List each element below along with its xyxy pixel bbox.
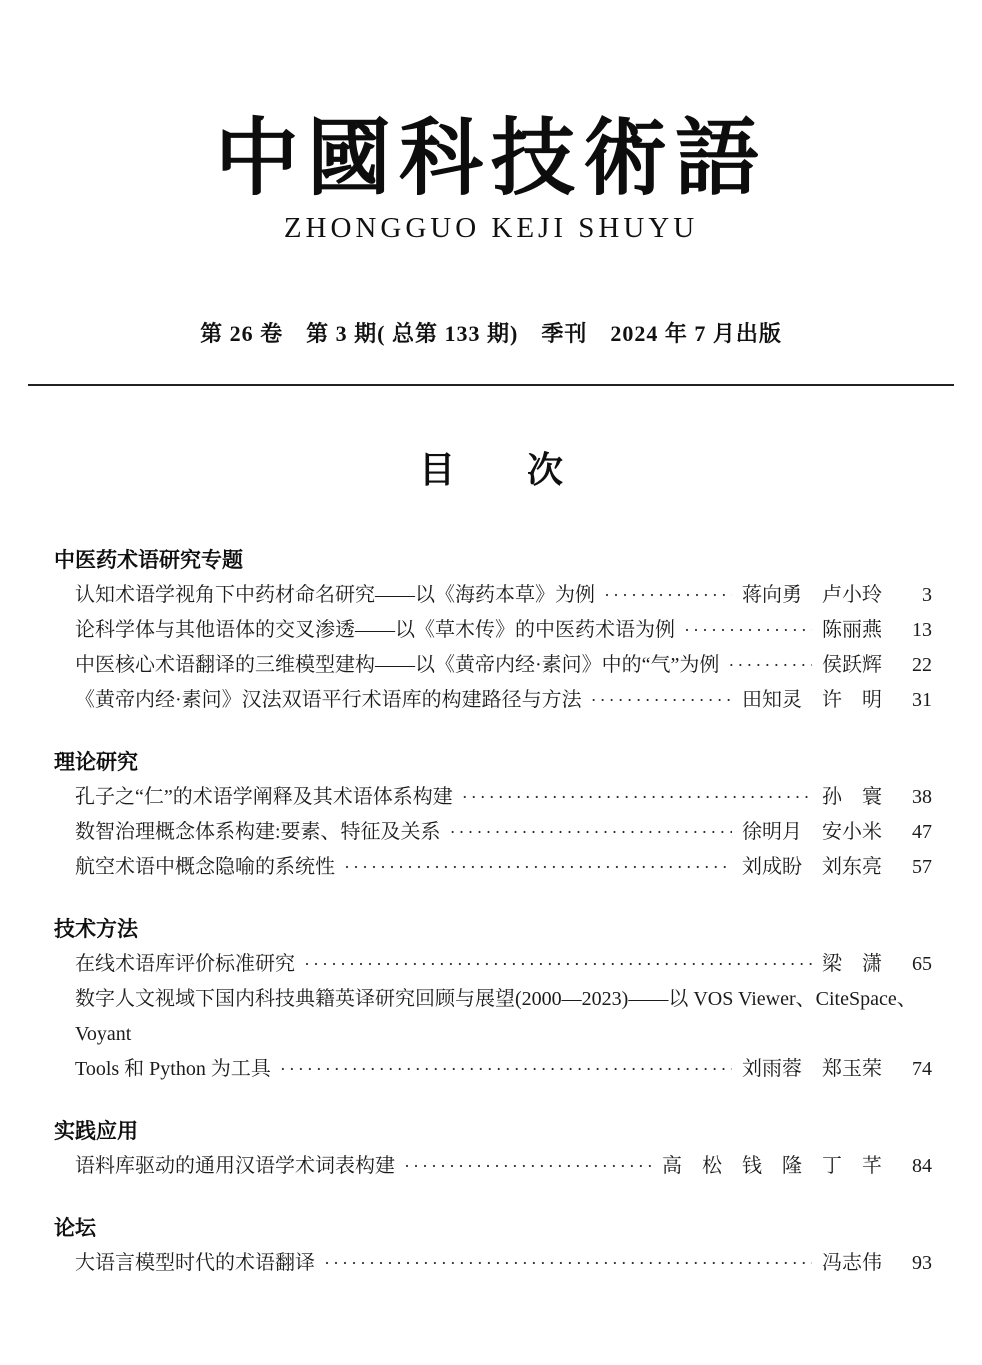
toc-section-technical-methods [54, 912, 932, 1087]
toc-entry [54, 780, 932, 815]
toc-section-theory [54, 745, 932, 885]
article-title: 中医核心术语翻译的三维模型建构——以《黄帝内经·素问》中的“气”为例 [75, 654, 720, 677]
dot-leader [324, 1246, 812, 1281]
article-authors: 孙 寰 [822, 786, 882, 809]
article-authors: 刘成盼 刘东亮 [742, 856, 882, 879]
article-title: 大语言模型时代的术语翻译 [75, 1252, 315, 1275]
article-authors: 高 松 钱 隆 丁 芊 [662, 1155, 882, 1178]
article-authors: 田知灵 许 明 [742, 689, 882, 712]
article-title-line2: Tools 和 Python 为工具 [75, 1058, 271, 1081]
toc-entry [54, 578, 932, 613]
article-authors: 刘雨蓉 郑玉荣 [742, 1058, 882, 1081]
article-authors: 徐明月 安小米 [742, 821, 882, 844]
article-title: 《黄帝内经·素问》汉法双语平行术语库的构建路径与方法 [75, 689, 582, 712]
article-title: 孔子之“仁”的术语学阐释及其术语体系构建 [75, 786, 453, 809]
article-page-number: 22 [912, 654, 932, 677]
masthead [0, 0, 982, 245]
article-authors: 蒋向勇 卢小玲 [742, 584, 882, 607]
article-authors: 冯志伟 [822, 1252, 882, 1275]
article-authors: 梁 潇 [822, 953, 882, 976]
article-page-number: 31 [912, 689, 932, 712]
journal-title-pinyin: ZHONGGUO KEJI SHUYU [283, 212, 699, 245]
article-title: 论科学体与其他语体的交叉渗透——以《草木传》的中医药术语为例 [75, 619, 675, 642]
article-page-number: 74 [912, 1058, 932, 1081]
dot-leader [462, 780, 812, 815]
article-title: 航空术语中概念隐喻的系统性 [75, 856, 335, 879]
section-heading: 实践应用 [54, 1120, 138, 1144]
article-page-number: 93 [912, 1252, 932, 1275]
issue-info: 第 26 卷 第 3 期( 总第 133 期) 季刊 2024 年 7 月出版 [200, 321, 782, 347]
divider-rule [28, 384, 954, 386]
article-title: 认知术语学视角下中药材命名研究——以《海药本草》为例 [75, 584, 595, 607]
toc-section-tcm-terminology [54, 543, 932, 718]
article-title: 在线术语库评价标准研究 [75, 953, 295, 976]
dot-leader [450, 815, 732, 850]
toc-entry [54, 683, 932, 718]
toc-section-forum [54, 1211, 932, 1281]
dot-leader [344, 850, 732, 885]
section-heading: 理论研究 [54, 751, 138, 775]
toc-entry [54, 1149, 932, 1184]
article-page-number: 13 [912, 619, 932, 642]
table-of-contents [54, 543, 932, 1281]
section-heading: 论坛 [54, 1217, 96, 1241]
toc-entry [54, 1246, 932, 1281]
toc-section-practice [54, 1114, 932, 1184]
toc-entry [54, 850, 932, 885]
toc-entry [54, 947, 932, 982]
toc-entry [54, 815, 932, 850]
dot-leader [684, 613, 812, 648]
article-title: 数智治理概念体系构建:要素、特征及关系 [75, 821, 441, 844]
dot-leader [591, 683, 732, 718]
article-title: 语料库驱动的通用汉语学术词表构建 [75, 1155, 395, 1178]
article-page-number: 3 [922, 584, 932, 607]
dot-leader [604, 578, 732, 613]
toc-entry [54, 613, 932, 648]
article-page-number: 57 [912, 856, 932, 879]
journal-title-calligraphy: 中國科技術語 [214, 108, 767, 207]
section-heading: 中医药术语研究专题 [54, 549, 243, 573]
article-page-number: 65 [912, 953, 932, 976]
article-authors: 侯跃辉 [822, 654, 882, 677]
article-page-number: 47 [912, 821, 932, 844]
toc-entry-title-line2 [54, 1052, 932, 1087]
article-page-number: 84 [912, 1155, 932, 1178]
toc-entry [54, 648, 932, 683]
dot-leader [304, 947, 812, 982]
section-heading: 技术方法 [54, 918, 138, 942]
contents-heading: 目 次 [418, 449, 563, 491]
article-authors: 陈丽燕 [822, 619, 882, 642]
dot-leader [728, 648, 812, 683]
toc-entry-title-line1 [54, 982, 932, 1052]
article-title-line1: 数字人文视域下国内科技典籍英译研究回顾与展望(2000—2023)——以 VOS Viewer、CiteSpace、Voyant [75, 988, 917, 1046]
dot-leader [404, 1149, 652, 1184]
article-page-number: 38 [912, 786, 932, 809]
dot-leader [280, 1052, 732, 1087]
